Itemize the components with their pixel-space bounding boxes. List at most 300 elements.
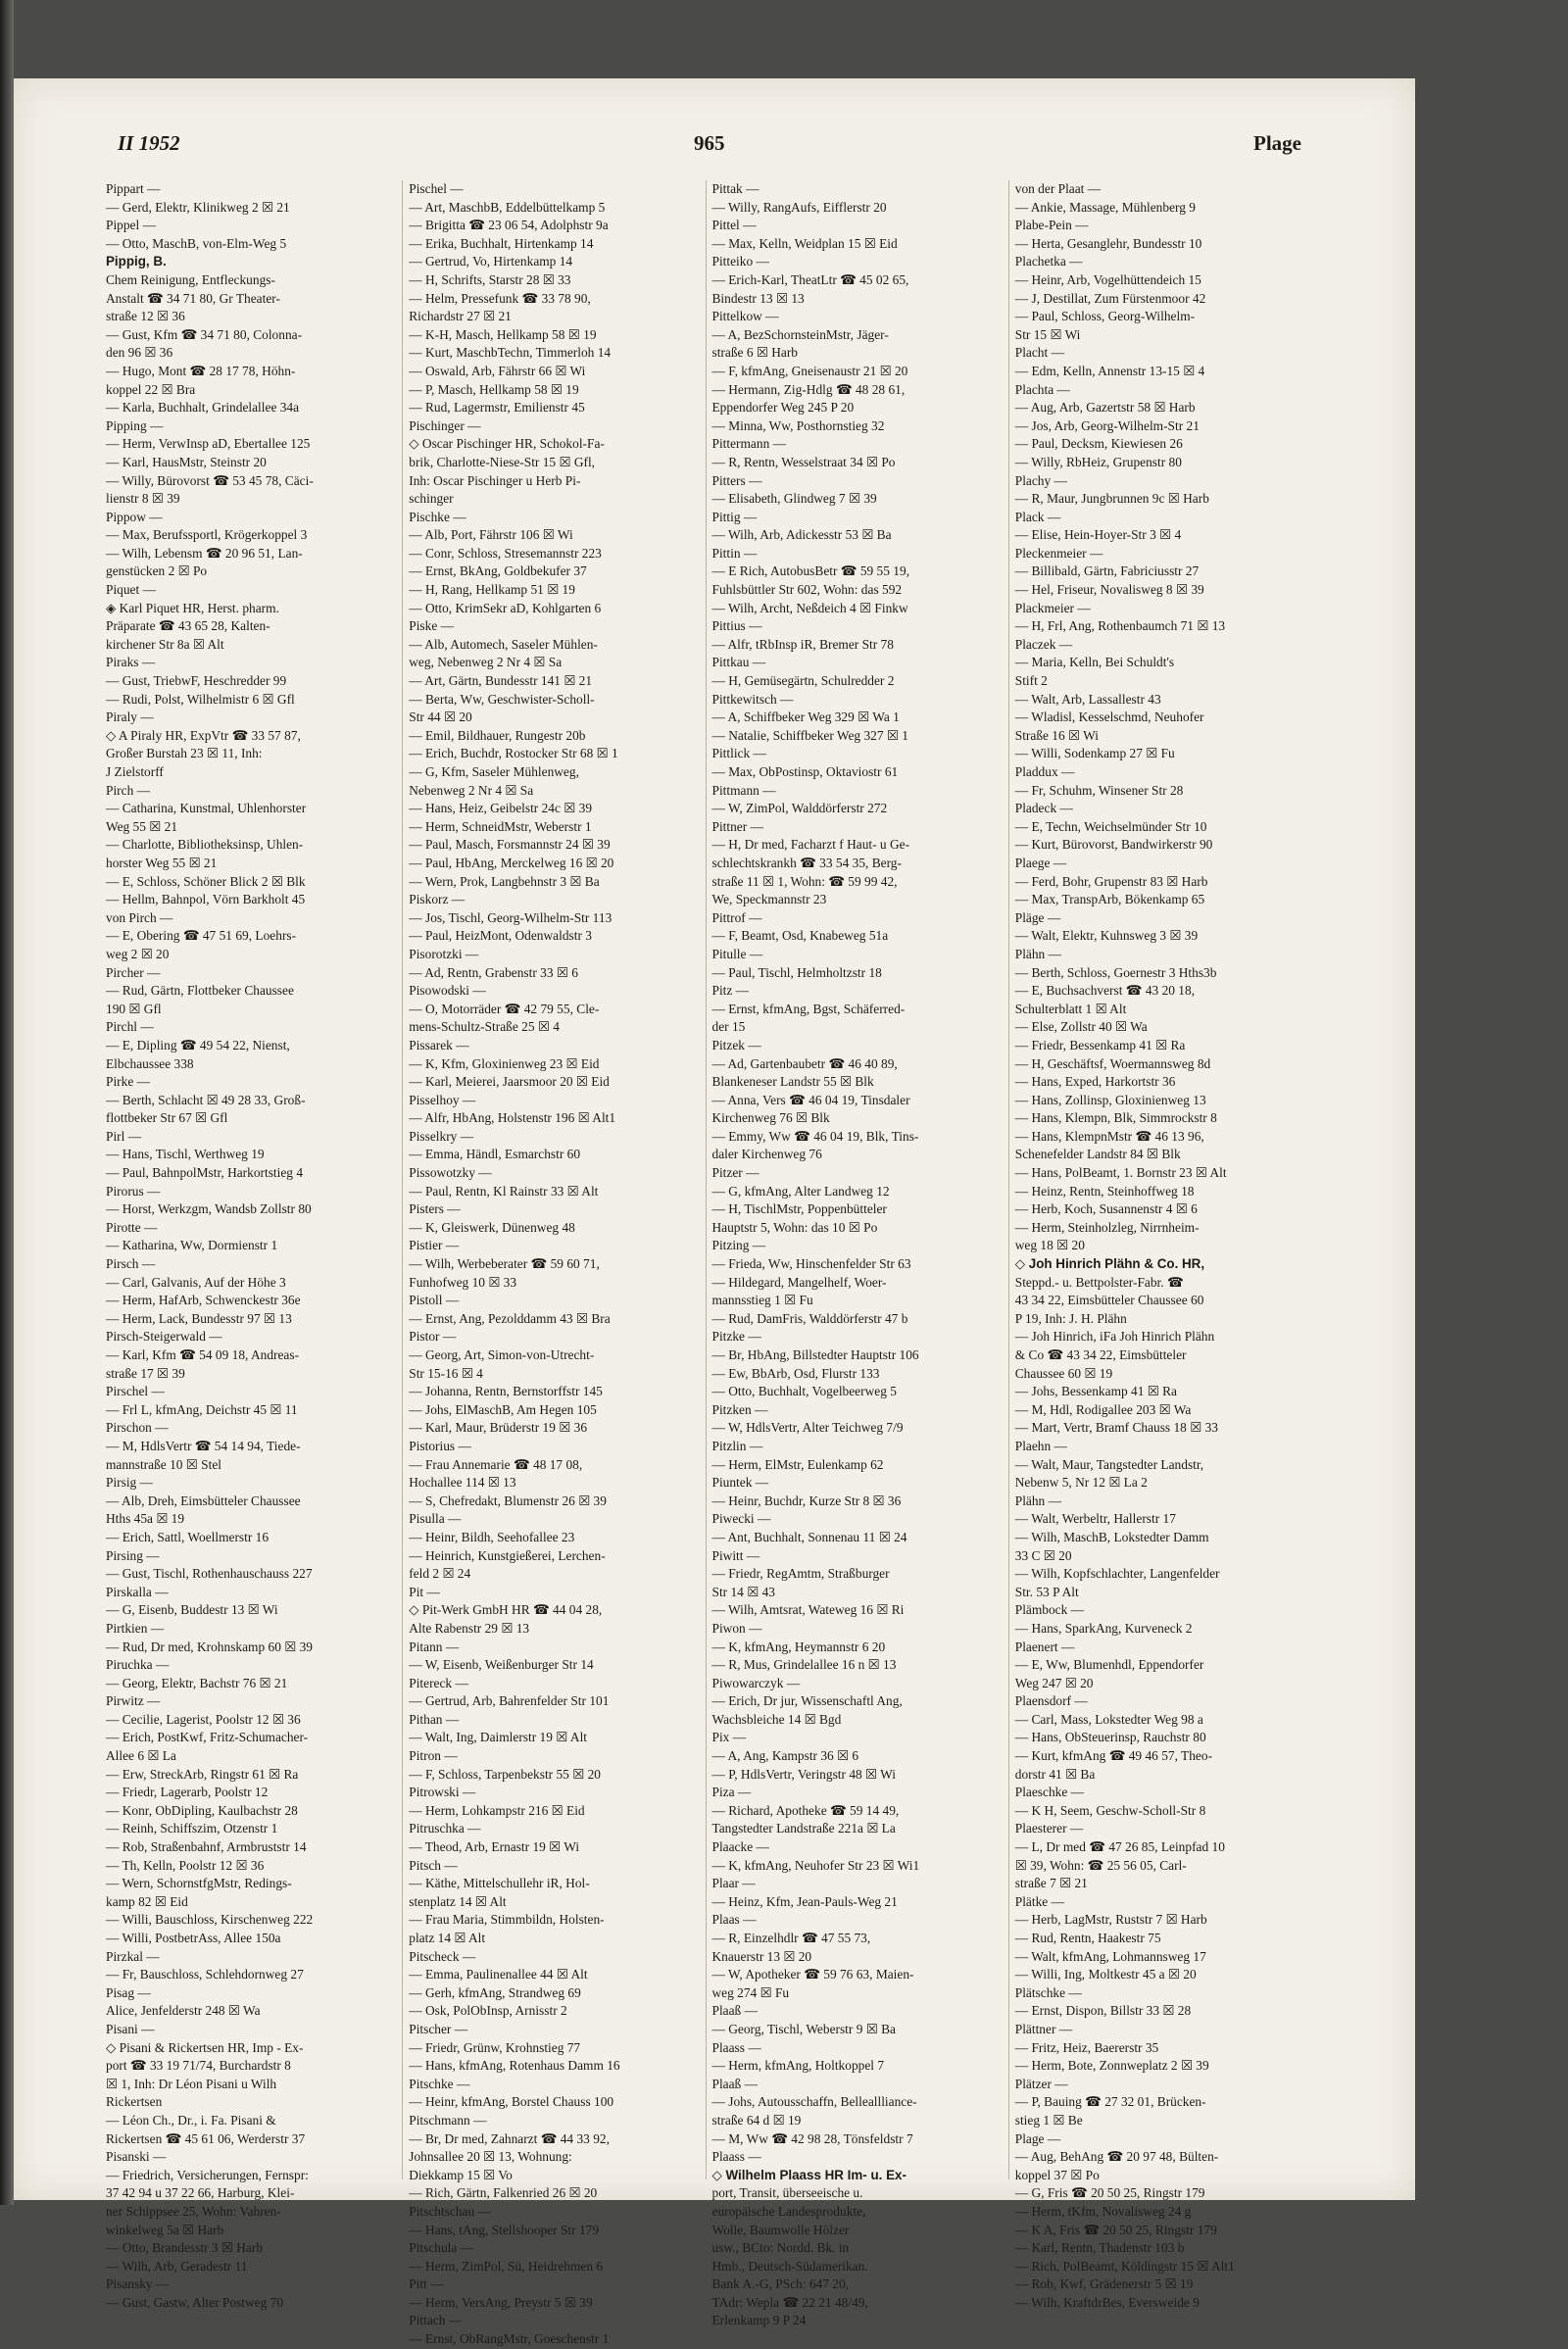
directory-line: Nebenw 5, Nr 12 ☒ La 2 — [1014, 1475, 1148, 1491]
directory-line: von der Plaat — — [1014, 181, 1102, 196]
directory-line: — Alb, Automech, Saseler Mühlen- — [409, 636, 598, 652]
directory-line: — E, Schloss, Schöner Blick 2 ☒ Blk — [106, 873, 306, 889]
directory-line: Pistier — — [409, 1238, 460, 1253]
directory-line: Plage — — [1014, 2130, 1061, 2146]
directory-line: — Herb, Koch, Susannenstr 4 ☒ 6 — [1014, 1201, 1198, 1217]
directory-line: Str 15-16 ☒ 4 — [409, 1365, 483, 1381]
directory-line: Pistorius — — [409, 1438, 471, 1453]
directory-line: Pirch — — [106, 782, 151, 798]
directory-line: weg 2 ☒ 20 — [106, 946, 170, 961]
directory-line: — Emma, Paulinenallee 44 ☒ Alt — [409, 1967, 588, 1982]
directory-line: — Heinr, kfmAng, Borstel Chauss 100 — [409, 2094, 614, 2110]
directory-line: — Karl, Rentn, Thadenstr 103 b — [1014, 2240, 1185, 2256]
directory-line: Pitrowski — — [409, 1785, 476, 1800]
directory-line: — Rud, Lagermstr, Emilienstr 45 — [409, 400, 585, 416]
directory-line: — Herm, SchneidMstr, Weberstr 1 — [409, 818, 592, 834]
directory-line: — Br, HbAng, Billstedter Hauptstr 106 — [711, 1347, 919, 1362]
directory-line: Piwitt — — [711, 1547, 760, 1563]
directory-line: Alice, Jenfelderstr 248 ☒ Wa — [106, 2003, 261, 2019]
directory-line: Pix — — [711, 1730, 747, 1745]
directory-line: — Hel, Friseur, Novalisweg 8 ☒ 39 — [1014, 582, 1204, 598]
directory-line: Steppd.- u. Bettpolster-Fabr. ☎ — [1014, 1274, 1184, 1290]
directory-line: — Emma, Händl, Esmarchstr 60 — [409, 1147, 581, 1162]
directory-line: Pittermann — — [711, 436, 786, 452]
directory-line: Piskorz — — [409, 892, 466, 907]
directory-line: — Johs, Bessenkamp 41 ☒ Ra — [1014, 1384, 1177, 1399]
directory-line: ◇ Pisani & Rickertsen HR, Imp - Ex- — [106, 2039, 304, 2055]
directory-line: — Richard, Apotheke ☎ 59 14 49, — [711, 1802, 900, 1818]
directory-line: Pissarek — — [409, 1037, 469, 1052]
directory-line: — Hans, ObSteuerinsp, Rauchstr 80 — [1014, 1730, 1206, 1745]
directory-line: ◈ Karl Piquet HR, Herst. pharm. — [106, 600, 279, 615]
directory-line: — Horst, Werkzgm, Wandsb Zollstr 80 — [106, 1201, 312, 1217]
directory-line: Bank A.-G, PSch: 647 20, — [711, 2276, 849, 2292]
directory-line: — F, Beamt, Osd, Knabeweg 51a — [711, 928, 889, 944]
directory-line: der 15 — [711, 1019, 746, 1035]
directory-line: — Herm, Bote, Zonnweplatz 2 ☒ 39 — [1014, 2058, 1209, 2074]
directory-line: Pirsig — — [106, 1475, 153, 1491]
directory-line: europäische Landesprodukte, — [711, 2203, 866, 2219]
directory-line: Pitron — — [409, 1748, 458, 1764]
directory-line: — Herm, Lack, Bundesstr 97 ☒ 13 — [106, 1310, 292, 1326]
directory-line: — Wern, SchornstfgMstr, Redings- — [106, 1876, 292, 1891]
directory-line: Pitteiko — — [711, 254, 769, 269]
directory-line: P 19, Inh: J. H. Plähn — [1014, 1310, 1127, 1326]
directory-line: straße 17 ☒ 39 — [106, 1365, 185, 1381]
directory-line: — R, Maur, Jungbrunnen 9c ☒ Harb — [1014, 491, 1209, 507]
directory-line: Pittin — — [711, 545, 758, 561]
directory-line: Pitschmann — — [409, 2112, 487, 2128]
directory-line: Pit — — [409, 1584, 440, 1599]
directory-line: — Katharina, Ww, Dormienstr 1 — [106, 1238, 278, 1253]
directory-columns — [106, 180, 1301, 2347]
directory-line: Blankeneser Landstr 55 ☒ Blk — [711, 1074, 874, 1090]
directory-line: — Fr, Bauschloss, Schlehdornweg 27 — [106, 1967, 304, 1982]
directory-line: Pirwitz — — [106, 1693, 161, 1709]
directory-line: — Elisabeth, Glindweg 7 ☒ 39 — [711, 491, 877, 507]
directory-line: Pistoll — — [409, 1293, 460, 1308]
directory-line: Pitulle — — [711, 946, 763, 961]
directory-line: — M, Ww ☎ 42 98 28, Tönsfeldstr 7 — [711, 2130, 913, 2146]
directory-line: — Friedr, RegAmtm, Straßburger — [711, 1566, 890, 1582]
directory-line: — P, Bauing ☎ 27 32 01, Brücken- — [1014, 2094, 1206, 2110]
directory-line: kamp 82 ☒ Eid — [106, 1893, 188, 1909]
directory-line: Pissowotzky — — [409, 1165, 492, 1181]
directory-line: — Rudi, Polst, Wilhelmistr 6 ☒ Gfl — [106, 691, 295, 707]
directory-line: — Hildegard, Mangelhelf, Woer- — [711, 1274, 887, 1290]
directory-line: — Jos, Tischl, Georg-Wilhelm-Str 113 — [409, 909, 612, 925]
directory-line: — Art, MaschbB, Eddelbüttelkamp 5 — [409, 199, 606, 215]
directory-line: — H, Frl, Ang, Rothenbaumch 71 ☒ 13 — [1014, 618, 1226, 634]
directory-line: — Erich, Dr jur, Wissenschaftl Ang, — [711, 1693, 903, 1709]
directory-line: schlechtskrankh ☎ 33 54 35, Berg- — [711, 855, 902, 870]
directory-line: — Willy, RbHeiz, Grupenstr 80 — [1014, 454, 1182, 469]
directory-line: Tangstedter Landstraße 221a ☒ La — [711, 1821, 896, 1836]
directory-line: — Georg, Tischl, Weberstr 9 ☒ Ba — [711, 2021, 896, 2036]
directory-line: mannsstieg 1 ☒ Fu — [711, 1293, 813, 1308]
directory-line: — Rud, Gärtn, Flottbeker Chaussee — [106, 983, 294, 999]
directory-line: — Wilh, Amtsrat, Wateweg 16 ☒ Ri — [711, 1602, 905, 1618]
directory-line: — Otto, Buchhalt, Vogelbeerweg 5 — [711, 1384, 897, 1399]
directory-line: Plaege — — [1014, 855, 1067, 870]
directory-line: weg 18 ☒ 20 — [1014, 1238, 1085, 1253]
directory-line: — Ad, Gartenbaubetr ☎ 46 40 89, — [711, 1055, 898, 1071]
directory-line: Pitann — — [409, 1639, 460, 1654]
directory-line: Pippig, B. — [106, 254, 167, 269]
directory-line: — Max, ObPostinsp, Oktaviostr 61 — [711, 764, 899, 779]
directory-line: Pisselkry — — [409, 1128, 474, 1144]
directory-line: port ☎ 33 19 71/74, Burchardstr 8 — [106, 2058, 291, 2074]
directory-line: — Ernst, ObRangMstr, Goeschenstr 1 — [409, 2331, 610, 2347]
column-3 — [706, 180, 999, 2328]
directory-line: — Gust, Tischl, Rothenhauschauss 227 — [106, 1566, 313, 1582]
directory-line: — Herm, tKfm, Novalisweg 24 g — [1014, 2203, 1192, 2219]
directory-line: — Hans, Klempn, Blk, Simmrockstr 8 — [1014, 1110, 1217, 1126]
directory-line: — Ernst, BkAng, Goldbekufer 37 — [409, 563, 587, 579]
directory-line: Pitz — — [711, 983, 750, 999]
directory-line: — Jos, Arb, Georg-Wilhelm-Str 21 — [1014, 417, 1200, 433]
directory-line: — Berth, Schloss, Goernestr 3 Hths3b — [1014, 964, 1217, 980]
directory-line: Placht — — [1014, 345, 1064, 361]
directory-line: — Br, Dr med, Zahnarzt ☎ 44 33 92, — [409, 2130, 610, 2146]
directory-line: — H, Schrifts, Starstr 28 ☒ 33 — [409, 271, 571, 287]
directory-line: Pisselhoy — — [409, 1092, 476, 1107]
directory-line: — Rud, DamFris, Walddörferstr 47 b — [711, 1310, 908, 1326]
directory-line: Pippart — — [106, 181, 161, 196]
directory-line: Plätzer — — [1014, 2076, 1068, 2091]
directory-line: Pitzlin — — [711, 1438, 763, 1453]
directory-line: Elbchaussee 338 — [106, 1055, 194, 1071]
directory-line: Pirl — — [106, 1128, 142, 1144]
directory-line: — Karl, HausMstr, Steinstr 20 — [106, 454, 267, 469]
directory-line: — Gust, Gastw, Alter Postweg 70 — [106, 2294, 284, 2310]
directory-line: — Fritz, Heiz, Baererstr 35 — [1014, 2039, 1159, 2055]
directory-line: — Wilh, MaschB, Lokstedter Damm — [1014, 1529, 1209, 1544]
directory-line: Plaass — — [711, 2039, 761, 2055]
directory-line: Pitters — — [711, 472, 762, 488]
directory-line: Pisorotzki — — [409, 946, 479, 961]
directory-line: Pittelkow — — [711, 309, 779, 324]
directory-line: — H, TischlMstr, Poppenbütteler — [711, 1201, 887, 1217]
directory-line: Anstalt ☎ 34 71 80, Gr Theater- — [106, 290, 280, 306]
directory-line: Plaesterer — — [1014, 1821, 1084, 1836]
directory-line: — K, kfmAng, Heymannstr 6 20 — [711, 1639, 886, 1654]
directory-line: & Co ☎ 43 34 22, Eimsbütteler — [1014, 1347, 1187, 1362]
directory-line: ☒ 39, Wohn: ☎ 25 56 05, Carl- — [1014, 1857, 1187, 1873]
directory-line: — O, Motorräder ☎ 42 79 55, Cle- — [409, 1001, 600, 1016]
directory-line: — Helm, Pressefunk ☎ 33 78 90, — [409, 290, 591, 306]
directory-line: — Paul, BahnpolMstr, Harkortstieg 4 — [106, 1165, 304, 1181]
directory-line: — Hugo, Mont ☎ 28 17 78, Höhn- — [106, 363, 296, 378]
directory-line: — Paul, Rentn, Kl Rainstr 33 ☒ Alt — [409, 1183, 599, 1199]
directory-line: Schulterblatt 1 ☒ Alt — [1014, 1001, 1127, 1016]
directory-line: — Karla, Buchhalt, Grindelallee 34a — [106, 400, 300, 416]
directory-line: — Hermann, Zig-Hdlg ☎ 48 28 61, — [711, 381, 906, 397]
directory-line: Hochallee 114 ☒ 13 — [409, 1475, 516, 1491]
directory-line: Pirzkal — — [106, 1948, 160, 1964]
directory-line: — J, Destillat, Zum Fürstenmoor 42 — [1014, 290, 1206, 306]
directory-line: — Alb, Dreh, Eimsbütteler Chaussee — [106, 1493, 301, 1508]
directory-line: — Heinr, Bildh, Seehofallee 23 — [409, 1529, 575, 1544]
directory-line: — Emil, Bildhauer, Rungestr 20b — [409, 727, 586, 743]
directory-line: Piza — — [711, 1785, 752, 1800]
directory-line: — A, Schiffbeker Weg 329 ☒ Wa 1 — [711, 710, 900, 725]
directory-line: — Gust, Kfm ☎ 34 71 80, Colonna- — [106, 326, 303, 342]
directory-line: — Alb, Port, Fährstr 106 ☒ Wi — [409, 527, 573, 543]
directory-line: — Hans, SparkAng, Kurveneck 2 — [1014, 1620, 1193, 1636]
directory-line: Pisanski — — [106, 2149, 167, 2165]
directory-line: mannstraße 10 ☒ Stel — [106, 1456, 221, 1472]
directory-line: — Johs, ElMaschB, Am Hegen 105 — [409, 1401, 597, 1417]
directory-line: Plachta — — [1014, 381, 1070, 397]
directory-line: — G, Eisenb, Buddestr 13 ☒ Wi — [106, 1602, 278, 1618]
directory-line: flottbeker Str 67 ☒ Gfl — [106, 1110, 228, 1126]
directory-line: Pipping — — [106, 417, 164, 433]
directory-line: Pittach — — [409, 2313, 463, 2328]
directory-line: Plabe-Pein — — [1014, 218, 1089, 233]
directory-line: — Friedr, Lagerarb, Poolstr 12 — [106, 1785, 269, 1800]
directory-line: Plackmeier — — [1014, 600, 1091, 615]
directory-line: — Aug, Arb, Gazertstr 58 ☒ Harb — [1014, 400, 1196, 416]
directory-line: — Friedr, Bessenkamp 41 ☒ Ra — [1014, 1037, 1186, 1052]
directory-line: — Herb, LagMstr, Ruststr 7 ☒ Harb — [1014, 1912, 1207, 1928]
directory-line: Str. 53 P Alt — [1014, 1584, 1079, 1599]
directory-line: — Friedrich, Versicherungen, Fernspr: — [106, 2167, 309, 2182]
directory-line: Piske — — [409, 618, 455, 634]
directory-line: Pirsch — — [106, 1256, 156, 1272]
directory-line: Pittig — — [711, 509, 758, 524]
directory-line: genstücken 2 ☒ Po — [106, 563, 208, 579]
directory-line: Piraks — — [106, 655, 156, 670]
directory-line: Pitschtschau — — [409, 2203, 491, 2219]
directory-line: — Hellm, Bahnpol, Vörn Barkholt 45 — [106, 892, 306, 907]
directory-line: — Walt, Ing, Daimlerstr 19 ☒ Alt — [409, 1730, 588, 1745]
directory-line: — Alfr, tRbInsp iR, Bremer Str 78 — [711, 636, 894, 652]
directory-line: — Hans, tAng, Stellshooper Str 179 — [409, 2222, 600, 2237]
directory-line: Pischke — — [409, 509, 466, 524]
directory-line: — E, Techn, Weichselmünder Str 10 — [1014, 818, 1207, 834]
directory-line: — M, HdlsVertr ☎ 54 14 94, Tiede- — [106, 1438, 301, 1453]
directory-line: 43 34 22, Eimsbütteler Chaussee 60 — [1014, 1293, 1204, 1308]
page-header — [96, 131, 1301, 165]
directory-line: Pittkewitsch — — [711, 691, 794, 707]
directory-line: — Paul, Decksm, Kiewiesen 26 — [1014, 436, 1183, 452]
directory-line: — Ant, Buchhalt, Sonnenau 11 ☒ 24 — [711, 1529, 907, 1544]
directory-line: Wachsbleiche 14 ☒ Bgd — [711, 1711, 842, 1727]
directory-line: — Walt, Elektr, Kuhnsweg 3 ☒ 39 — [1014, 928, 1199, 944]
directory-line: 190 ☒ Gfl — [106, 1001, 162, 1016]
directory-line: — Erich, PostKwf, Fritz-Schumacher- — [106, 1730, 309, 1745]
directory-line: — Berth, Schlacht ☒ 49 28 33, Groß- — [106, 1092, 306, 1107]
directory-line: — Heinr, Arb, Vogelhüttendeich 15 — [1014, 271, 1201, 287]
directory-line: Allee 6 ☒ La — [106, 1748, 176, 1764]
directory-line: — Hans, Zollinsp, Gloxinienweg 13 — [1014, 1092, 1206, 1107]
directory-line: straße 12 ☒ 36 — [106, 309, 185, 324]
directory-line: — Ernst, Dispon, Billstr 33 ☒ 28 — [1014, 2003, 1192, 2019]
directory-line: — Wilh, Arb, Adickesstr 53 ☒ Ba — [711, 527, 892, 543]
directory-line: — S, Chefredakt, Blumenstr 26 ☒ 39 — [409, 1493, 607, 1508]
directory-line: Kirchenweg 76 ☒ Blk — [711, 1110, 830, 1126]
directory-line: Pischinger — — [409, 417, 481, 433]
directory-line: — W, Apotheker ☎ 59 76 63, Maien- — [711, 1967, 914, 1982]
directory-line: — Hans, kfmAng, Rotenhaus Damm 16 — [409, 2058, 620, 2074]
directory-line: ◇ Oscar Pischinger HR, Schokol-Fa- — [409, 436, 605, 452]
directory-line: — Willi, Sodenkamp 27 ☒ Fu — [1014, 746, 1175, 761]
directory-line: — Karl, Meierei, Jaarsmoor 20 ☒ Eid — [409, 1074, 610, 1090]
directory-line: — W, Eisenb, Weißenburger Str 14 — [409, 1657, 594, 1673]
directory-line: Pleckenmeier — — [1014, 545, 1103, 561]
directory-line: Plaehn — — [1014, 1438, 1067, 1453]
directory-line: — Otto, Brandesstr 3 ☒ Harb — [106, 2240, 264, 2256]
directory-line: — Anna, Vers ☎ 46 04 19, Tinsdaler — [711, 1092, 910, 1107]
directory-line: Pirotte — — [106, 1219, 158, 1235]
directory-line: — Natalie, Schiffbeker Weg 327 ☒ 1 — [711, 727, 908, 743]
directory-line: — Georg, Art, Simon-von-Utrecht- — [409, 1347, 595, 1362]
directory-line: — Elise, Hein-Hoyer-Str 3 ☒ 4 — [1014, 527, 1182, 543]
directory-line: — R, Einzelhdlr ☎ 47 55 73, — [711, 1931, 871, 1945]
directory-line: Piwecki — — [711, 1511, 771, 1527]
directory-line: — Th, Kelln, Poolstr 12 ☒ 36 — [106, 1857, 265, 1873]
directory-line: — Rob, Kwf, Grädenerstr 5 ☒ 19 — [1014, 2276, 1194, 2292]
directory-line: Hmb., Deutsch-Südamerikan. — [711, 2258, 868, 2274]
directory-line: Pircher — — [106, 964, 161, 980]
directory-line: — Herm, kfmAng, Holtkoppel 7 — [711, 2058, 885, 2074]
directory-line: — Mart, Vertr, Bramf Chauss 18 ☒ 33 — [1014, 1420, 1218, 1436]
directory-line: Pithan — — [409, 1711, 460, 1727]
directory-line: lienstr 8 ☒ 39 — [106, 491, 180, 507]
directory-line: — A, BezSchornsteinMstr, Jäger- — [711, 326, 889, 342]
directory-line: — Oswald, Arb, Fährstr 66 ☒ Wi — [409, 363, 586, 378]
directory-line: — Gerh, kfmAng, Strandweg 69 — [409, 1984, 581, 2000]
directory-line: Str 44 ☒ 20 — [409, 710, 472, 725]
directory-line: Pladeck — — [1014, 801, 1073, 816]
directory-line: — Theod, Arb, Ernastr 19 ☒ Wi — [409, 1839, 580, 1855]
directory-line: J Zielstorff — [106, 764, 164, 779]
directory-line: — Minna, Ww, Posthornstieg 32 — [711, 417, 885, 433]
directory-line: Plaeschke — — [1014, 1785, 1085, 1800]
directory-line: Placzek — — [1014, 636, 1073, 652]
directory-line: — Art, Gärtn, Bundesstr 141 ☒ 21 — [409, 673, 593, 689]
directory-line: — E, Ww, Blumenhdl, Eppendorfer — [1014, 1657, 1204, 1673]
directory-line: feld 2 ☒ 24 — [409, 1566, 471, 1582]
directory-line: — E, Obering ☎ 47 51 69, Loehrs- — [106, 928, 297, 944]
directory-line: Plaass — — [711, 2149, 761, 2165]
directory-line: Eppendorfer Weg 245 P 20 — [711, 400, 855, 416]
directory-line: Pirschon — — [106, 1420, 169, 1436]
directory-line: — Wilh, Werbeberater ☎ 59 60 71, — [409, 1256, 600, 1272]
directory-line: Rickertsen — [106, 2094, 163, 2110]
directory-line: — Frau Annemarie ☎ 48 17 08, — [409, 1456, 583, 1472]
directory-line: — Otto, MaschB, von-Elm-Weg 5 — [106, 235, 287, 251]
directory-line: — Wern, Prok, Langbehnstr 3 ☒ Ba — [409, 873, 600, 889]
directory-line: — H, Dr med, Facharzt f Haut- u Ge- — [711, 837, 910, 853]
directory-line: — Paul, HbAng, Merckelweg 16 ☒ 20 — [409, 855, 614, 870]
directory-line: Pirchl — — [106, 1019, 154, 1035]
directory-line: — Max, TranspArb, Bökenkamp 65 — [1014, 892, 1205, 907]
directory-line: — Karl, Maur, Brüderstr 19 ☒ 36 — [409, 1420, 588, 1436]
directory-line: — Ernst, kfmAng, Bgst, Schäferred- — [711, 1001, 906, 1016]
directory-line: — Friedr, Grünw, Krohnstieg 77 — [409, 2039, 581, 2055]
directory-line: — Hans, KlempnMstr ☎ 46 13 96, — [1014, 1128, 1204, 1144]
directory-line: Str 15 ☒ Wi — [1014, 326, 1081, 342]
directory-line: Piwon — — [711, 1620, 762, 1636]
directory-line: We, Speckmannstr 23 — [711, 892, 827, 907]
directory-line: Pitsch — — [409, 1857, 458, 1873]
directory-line: — Kurt, kfmAng ☎ 49 46 57, Theo- — [1014, 1748, 1213, 1764]
directory-line: 33 C ☒ 20 — [1014, 1547, 1072, 1563]
directory-line: Knauerstr 13 ☒ 20 — [711, 1948, 812, 1964]
directory-line: — Heinz, Kfm, Jean-Pauls-Weg 21 — [711, 1893, 898, 1909]
directory-line: kirchener Str 8a ☒ Alt — [106, 636, 224, 652]
directory-line: Pitruschka — — [409, 1821, 481, 1836]
directory-line: — P, Masch, Hellkamp 58 ☒ 19 — [409, 381, 579, 397]
directory-line: — G, kfmAng, Alter Landweg 12 — [711, 1183, 890, 1199]
directory-line: Pläge — — [1014, 909, 1061, 925]
directory-line: — G, Kfm, Saseler Mühlenweg, — [409, 764, 579, 779]
directory-line: — Heinz, Rentn, Steinhoffweg 18 — [1014, 1183, 1195, 1199]
book-spine — [0, 0, 14, 2205]
directory-line: — Herm, ElMstr, Eulenkamp 62 — [711, 1456, 884, 1472]
directory-line: — Ferd, Bohr, Grupenstr 83 ☒ Harb — [1014, 873, 1208, 889]
directory-line: — H, Geschäftsf, Woermannsweg 8d — [1014, 1055, 1211, 1071]
directory-line: von Pirch — — [106, 909, 173, 925]
directory-line: — Willy, RangAufs, Eifflerstr 20 — [711, 199, 887, 215]
directory-line: — Willi, PostbetrAss, Allee 150a — [106, 1931, 281, 1945]
directory-line: — R, Mus, Grindelallee 16 n ☒ 13 — [711, 1657, 897, 1673]
directory-line: usw., BCto: Nordd. Bk. in — [711, 2240, 850, 2256]
directory-line: — K-H, Masch, Hellkamp 58 ☒ 19 — [409, 326, 597, 342]
directory-line: Pittkau — — [711, 655, 766, 670]
directory-line: Fuhlsbüttler Str 602, Wohn: das 592 — [711, 582, 903, 598]
directory-line: TAdr: Wepla ☎ 22 21 48/49, — [711, 2294, 868, 2310]
directory-line: Weg 247 ☒ 20 — [1014, 1675, 1094, 1690]
directory-line: — Max, Kelln, Weidplan 15 ☒ Eid — [711, 235, 898, 251]
directory-line: — Paul, Tischl, Helmholtzstr 18 — [711, 964, 882, 980]
directory-line: — Catharina, Kunstmal, Uhlenhorster — [106, 801, 307, 816]
directory-line: Rickertsen ☎ 45 61 06, Werderstr 37 — [106, 2130, 306, 2146]
directory-line: — Walt, Maur, Tangstedter Landstr, — [1014, 1456, 1204, 1472]
directory-line: Pitereck — — [409, 1675, 468, 1690]
directory-line: — Gertrud, Vo, Hirtenkamp 14 — [409, 254, 573, 269]
directory-line: — Max, Berufssportl, Krögerkoppel 3 — [106, 527, 308, 543]
directory-line: — Frau Maria, Stimmbildn, Holsten- — [409, 1912, 605, 1928]
directory-line: ◇ Wilhelm Plaass HR Im- u. Ex- — [711, 2167, 906, 2182]
directory-line: — F, Schloss, Tarpenbekstr 55 ☒ 20 — [409, 1766, 601, 1782]
directory-line: — Johs, Autousschaffn, Belleallliance- — [711, 2094, 917, 2110]
column-2 — [402, 180, 695, 2347]
directory-line: Weg 55 ☒ 21 — [106, 818, 178, 834]
directory-line: den 96 ☒ 36 — [106, 345, 173, 361]
directory-line: Inh: Oscar Pischinger u Herb Pi- — [409, 472, 581, 488]
directory-line: Pitschke — — [409, 2076, 470, 2091]
directory-line: Pittlick — — [711, 746, 766, 761]
directory-line: Piruchka — — [106, 1657, 170, 1673]
directory-line: — K, kfmAng, Neuhofer Str 23 ☒ Wi1 — [711, 1857, 920, 1873]
directory-line: — Hans, Tischl, Werthweg 19 — [106, 1147, 265, 1162]
directory-line: — Wilh, Arb, Geradestr 11 — [106, 2258, 248, 2274]
directory-line: Plaensdorf — — [1014, 1693, 1088, 1709]
directory-line: Piwowarczyk — — [711, 1675, 801, 1690]
directory-line: Pisowodski — — [409, 983, 486, 999]
directory-line: — Erw, StreckArb, Ringstr 61 ☒ Ra — [106, 1766, 299, 1782]
directory-line: — Heinrich, Kunstgießerei, Lerchen- — [409, 1547, 606, 1563]
directory-line: Plaaß — — [711, 2003, 758, 2019]
directory-line: — Gerd, Elektr, Klinikweg 2 ☒ 21 — [106, 199, 290, 215]
directory-line: — Erich-Karl, TheatLtr ☎ 45 02 65, — [711, 271, 909, 287]
directory-line: Funhofweg 10 ☒ 33 — [409, 1274, 517, 1290]
directory-line: Plähn — — [1014, 1493, 1061, 1508]
directory-line: — Walt, kfmAng, Lohmannsweg 17 — [1014, 1948, 1206, 1964]
